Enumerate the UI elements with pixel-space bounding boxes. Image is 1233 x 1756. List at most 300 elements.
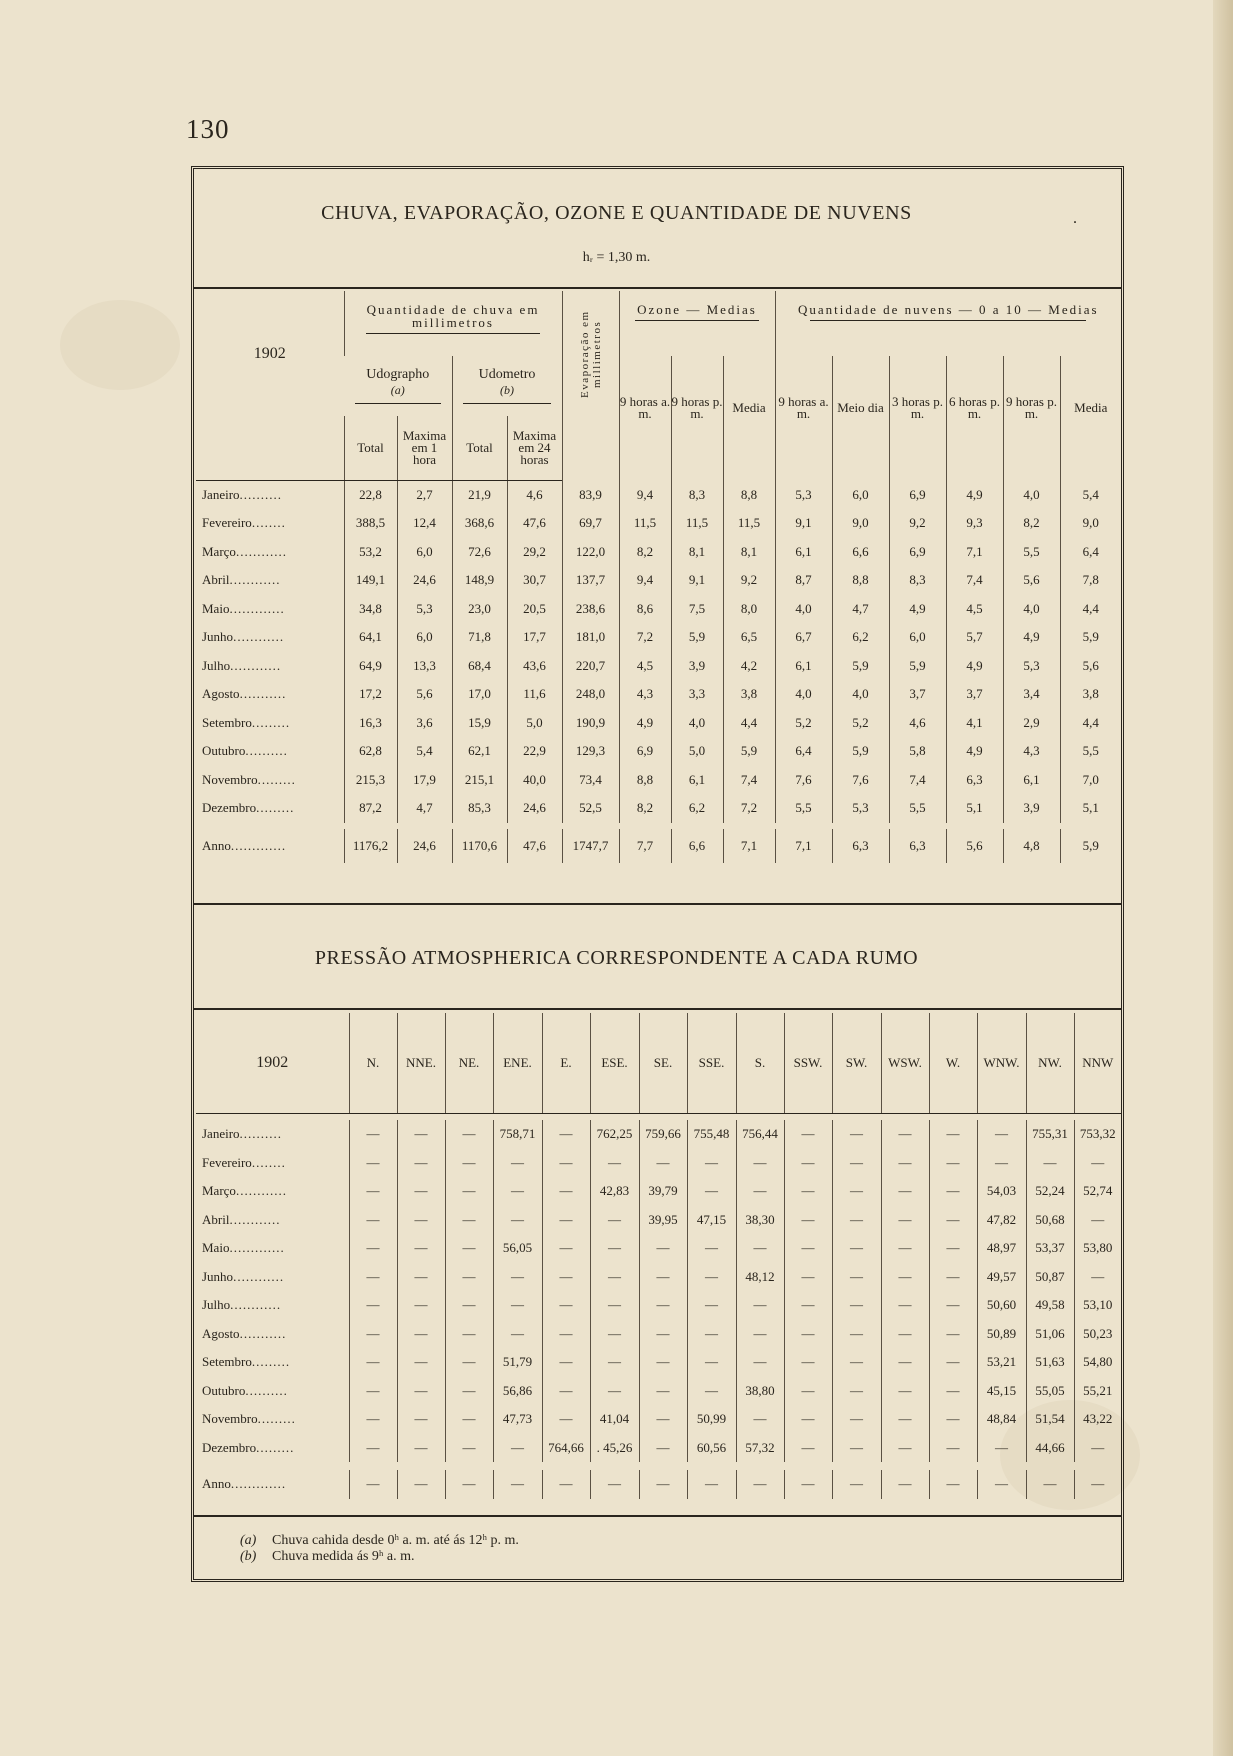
table-cell: 56,86 xyxy=(493,1377,542,1406)
table-cell: 762,25 xyxy=(590,1120,639,1149)
table-cell: 54,03 xyxy=(977,1177,1026,1206)
table-cell: 6,9 xyxy=(619,737,671,766)
evaporation-header xyxy=(562,291,619,480)
direction-header: WSW. xyxy=(881,1013,929,1114)
ozone-group-header xyxy=(619,291,775,356)
table-cell: 5,5 xyxy=(1060,737,1121,766)
table-cell: — xyxy=(929,1177,977,1206)
table-cell: — xyxy=(929,1149,977,1178)
table-cell: — xyxy=(349,1320,397,1349)
table-cell: — xyxy=(542,1149,590,1178)
pressure-table xyxy=(196,1013,1121,1499)
month-name: Dezembro xyxy=(202,1439,257,1455)
month-name: Janeiro xyxy=(202,486,240,502)
month-label xyxy=(196,1470,349,1499)
table-cell: 6,1 xyxy=(1003,766,1060,795)
table-cell: 6,3 xyxy=(832,829,889,863)
table-cell: — xyxy=(736,1470,784,1499)
table-row xyxy=(196,652,1121,681)
dot-leader: ............ xyxy=(235,543,287,559)
direction-header: NW. xyxy=(1026,1013,1074,1114)
table-cell: — xyxy=(736,1405,784,1434)
table-cell: 4,9 xyxy=(1003,623,1060,652)
direction-header: E. xyxy=(542,1013,590,1114)
table-cell: 60,56 xyxy=(687,1434,736,1463)
table-cell: 6,0 xyxy=(832,480,889,509)
brace-line xyxy=(355,403,441,406)
table-cell: — xyxy=(881,1434,929,1463)
title-mark: . xyxy=(1073,210,1077,227)
table-cell: 4,0 xyxy=(832,680,889,709)
table-cell: 238,6 xyxy=(562,595,619,624)
month-label xyxy=(196,709,344,738)
table-cell: 8,3 xyxy=(889,566,946,595)
month-label xyxy=(196,1206,349,1235)
month-label xyxy=(196,1320,349,1349)
clouds-meio-dia-header: Meio dia xyxy=(832,356,889,480)
clouds-group-label: Quantidade de nuvens — 0 a 10 — Medias xyxy=(797,302,1099,317)
table-cell: — xyxy=(736,1348,784,1377)
table-cell: 42,83 xyxy=(590,1177,639,1206)
table-cell: 5,8 xyxy=(889,737,946,766)
table-cell: 5,6 xyxy=(946,829,1003,863)
table-cell: — xyxy=(542,1263,590,1292)
table-cell: 24,6 xyxy=(397,566,452,595)
table-cell: 9,3 xyxy=(946,509,1003,538)
month-name: Maio xyxy=(202,1240,230,1256)
table-cell: 11,5 xyxy=(723,509,775,538)
table-cell: — xyxy=(445,1377,493,1406)
table-cell: — xyxy=(397,1234,445,1263)
table-cell: — xyxy=(639,1405,687,1434)
udometro-total-header: Total xyxy=(452,416,507,480)
table-cell: — xyxy=(832,1470,881,1499)
table-row xyxy=(196,709,1121,738)
month-name: Setembro xyxy=(202,714,252,730)
table-cell: 48,84 xyxy=(977,1405,1026,1434)
table-cell: 8,8 xyxy=(723,480,775,509)
footnotes xyxy=(240,1533,519,1565)
table-cell: 11,6 xyxy=(507,680,562,709)
table-cell: 29,2 xyxy=(507,538,562,567)
brace-line xyxy=(463,403,550,406)
table-cell: 5,9 xyxy=(1060,829,1121,863)
table-cell: — xyxy=(349,1177,397,1206)
month-label xyxy=(196,1120,349,1149)
table-cell: — xyxy=(832,1434,881,1463)
table-cell: 64,9 xyxy=(344,652,397,681)
table-cell: — xyxy=(397,1405,445,1434)
udographo-note: (a) xyxy=(390,382,405,397)
table-cell: — xyxy=(397,1291,445,1320)
table-cell: 8,1 xyxy=(723,538,775,567)
dot-leader: ............. xyxy=(229,600,285,616)
table-cell: — xyxy=(445,1434,493,1463)
table-cell: 72,6 xyxy=(452,538,507,567)
table-cell: — xyxy=(445,1206,493,1235)
table-cell: — xyxy=(397,1348,445,1377)
table-cell: — xyxy=(784,1120,832,1149)
table-row xyxy=(196,1234,1121,1263)
table-cell: 51,54 xyxy=(1026,1405,1074,1434)
table-cell: — xyxy=(397,1120,445,1149)
table-cell: 2,9 xyxy=(1003,709,1060,738)
dot-leader: ......... xyxy=(256,1439,295,1455)
table-cell: 5,2 xyxy=(775,709,832,738)
table-row xyxy=(196,1177,1121,1206)
table-cell: 5,9 xyxy=(723,737,775,766)
table-cell: — xyxy=(639,1434,687,1463)
month-name: Anno xyxy=(202,837,231,853)
table-cell: 15,9 xyxy=(452,709,507,738)
table-cell: — xyxy=(639,1263,687,1292)
direction-header: N. xyxy=(349,1013,397,1114)
table-cell: — xyxy=(639,1234,687,1263)
table-cell: — xyxy=(590,1206,639,1235)
table-cell: — xyxy=(832,1348,881,1377)
table-cell: — xyxy=(832,1206,881,1235)
month-label xyxy=(196,1177,349,1206)
table-cell: 1170,6 xyxy=(452,829,507,863)
month-label xyxy=(196,794,344,823)
table-cell: — xyxy=(881,1149,929,1178)
table-cell: — xyxy=(687,1149,736,1178)
table-cell: 11,5 xyxy=(619,509,671,538)
table-cell: — xyxy=(881,1177,929,1206)
table-cell: 6,2 xyxy=(832,623,889,652)
table-cell: — xyxy=(445,1348,493,1377)
table-cell: 83,9 xyxy=(562,480,619,509)
row-spacer xyxy=(196,1462,1121,1470)
table-cell: — xyxy=(397,1377,445,1406)
dot-leader: .......... xyxy=(239,1126,283,1142)
table-cell: 368,6 xyxy=(452,509,507,538)
udographo-total-header: Total xyxy=(344,416,397,480)
udometro-maxima-header: Maxima em 24 horas xyxy=(507,416,562,480)
table-cell: 5,4 xyxy=(397,737,452,766)
table-row xyxy=(196,1434,1121,1463)
table-cell: 4,9 xyxy=(946,652,1003,681)
table-cell: — xyxy=(1074,1149,1121,1178)
table-cell: 24,6 xyxy=(507,794,562,823)
month-name: Agosto xyxy=(202,1325,240,1341)
clouds-group-header xyxy=(775,291,1121,356)
table-row xyxy=(196,538,1121,567)
table-cell: — xyxy=(445,1120,493,1149)
table-cell: — xyxy=(736,1177,784,1206)
table-cell: — xyxy=(493,1263,542,1292)
table-cell: 5,6 xyxy=(1060,652,1121,681)
table-cell: 3,8 xyxy=(1060,680,1121,709)
table-cell: — xyxy=(590,1291,639,1320)
table-cell: — xyxy=(929,1434,977,1463)
table-cell: 9,0 xyxy=(832,509,889,538)
table-cell: — xyxy=(349,1405,397,1434)
table-cell: 7,2 xyxy=(723,794,775,823)
table1-subtitle: hᵣ = 1,30 m. xyxy=(582,250,651,265)
month-name: Agosto xyxy=(202,686,240,702)
clouds-9am-header: 9 horas a. m. xyxy=(775,356,832,480)
table-cell: — xyxy=(445,1234,493,1263)
dot-leader: ........... xyxy=(239,686,287,702)
table-cell: — xyxy=(784,1348,832,1377)
month-label xyxy=(196,829,344,863)
table-cell: 13,3 xyxy=(397,652,452,681)
month-name: Anno xyxy=(202,1476,231,1492)
table-cell: 6,1 xyxy=(775,652,832,681)
table-cell: 50,60 xyxy=(977,1291,1026,1320)
dot-leader: ........ xyxy=(251,515,286,531)
table-cell: 6,5 xyxy=(723,623,775,652)
table-cell: — xyxy=(349,1434,397,1463)
table-cell: — xyxy=(736,1291,784,1320)
table-cell: — xyxy=(1026,1149,1074,1178)
table-cell: 50,99 xyxy=(687,1405,736,1434)
table-cell: — xyxy=(542,1320,590,1349)
table-row xyxy=(196,1149,1121,1178)
table-cell: — xyxy=(929,1377,977,1406)
table-cell: — xyxy=(397,1434,445,1463)
table-cell: 4,9 xyxy=(946,737,1003,766)
table-cell: — xyxy=(397,1177,445,1206)
table-cell: 4,8 xyxy=(1003,829,1060,863)
direction-header: WNW. xyxy=(977,1013,1026,1114)
table-cell: — xyxy=(639,1149,687,1178)
table-cell: 23,0 xyxy=(452,595,507,624)
table-cell: 7,1 xyxy=(723,829,775,863)
direction-header: ENE. xyxy=(493,1013,542,1114)
table-cell: 6,1 xyxy=(671,766,723,795)
table-cell: — xyxy=(349,1234,397,1263)
table-cell: 54,80 xyxy=(1074,1348,1121,1377)
month-label xyxy=(196,595,344,624)
year-header: 1902 xyxy=(196,1013,349,1114)
table-cell: — xyxy=(881,1470,929,1499)
table-cell: — xyxy=(832,1263,881,1292)
table-cell: 48,12 xyxy=(736,1263,784,1292)
table-cell: 7,8 xyxy=(1060,566,1121,595)
table-cell: 47,6 xyxy=(507,829,562,863)
table-cell: 16,3 xyxy=(344,709,397,738)
clouds-3pm-header: 3 horas p. m. xyxy=(889,356,946,480)
month-label xyxy=(196,623,344,652)
table-cell: 8,3 xyxy=(671,480,723,509)
table-cell: 30,7 xyxy=(507,566,562,595)
table-cell: 85,3 xyxy=(452,794,507,823)
dot-leader: ........... xyxy=(239,1325,287,1341)
table-cell: — xyxy=(784,1234,832,1263)
table-cell: — xyxy=(687,1377,736,1406)
month-name: Junho xyxy=(202,629,234,645)
dot-leader: ............ xyxy=(229,572,281,588)
table-cell: 220,7 xyxy=(562,652,619,681)
table-cell: — xyxy=(445,1177,493,1206)
dot-leader: ......... xyxy=(257,771,296,787)
table-cell: — xyxy=(929,1291,977,1320)
dot-leader: ............. xyxy=(229,1240,285,1256)
table-cell: 9,2 xyxy=(723,566,775,595)
table-cell: 4,0 xyxy=(1003,595,1060,624)
udographo-header xyxy=(344,356,452,416)
table-cell: 62,1 xyxy=(452,737,507,766)
table-cell: — xyxy=(881,1263,929,1292)
clouds-6pm-header: 6 horas p. m. xyxy=(946,356,1003,480)
table-cell: 52,24 xyxy=(1026,1177,1074,1206)
table-cell: — xyxy=(542,1405,590,1434)
table-row xyxy=(196,1120,1121,1149)
footnote-a xyxy=(240,1533,519,1549)
table-cell: — xyxy=(349,1291,397,1320)
table-cell: 8,1 xyxy=(671,538,723,567)
table-cell: 9,0 xyxy=(1060,509,1121,538)
table-cell: 68,4 xyxy=(452,652,507,681)
direction-header: NNW xyxy=(1074,1013,1121,1114)
table-cell: 149,1 xyxy=(344,566,397,595)
table-cell: 64,1 xyxy=(344,623,397,652)
table-cell: 43,6 xyxy=(507,652,562,681)
table-cell: 49,58 xyxy=(1026,1291,1074,1320)
clouds-media-header: Media xyxy=(1060,356,1121,480)
direction-header: W. xyxy=(929,1013,977,1114)
table-cell: 3,9 xyxy=(1003,794,1060,823)
table-cell: 41,04 xyxy=(590,1405,639,1434)
table-cell: 758,71 xyxy=(493,1120,542,1149)
month-name: Novembro xyxy=(202,1411,258,1427)
footnote-key: (a) xyxy=(240,1533,257,1548)
table-cell: — xyxy=(881,1348,929,1377)
table-cell: 4,6 xyxy=(889,709,946,738)
table-cell: 47,15 xyxy=(687,1206,736,1235)
table-cell: — xyxy=(445,1263,493,1292)
table-cell: 5,9 xyxy=(832,652,889,681)
table-cell: — xyxy=(542,1206,590,1235)
table-cell: 4,5 xyxy=(946,595,1003,624)
table-cell: — xyxy=(349,1149,397,1178)
table-cell: 53,37 xyxy=(1026,1234,1074,1263)
table2-title: PRESSÃO ATMOSPHERICA CORRESPONDENTE A CADA RUMO xyxy=(314,947,919,969)
direction-header: ESE. xyxy=(590,1013,639,1114)
direction-header: NE. xyxy=(445,1013,493,1114)
table-cell: — xyxy=(784,1177,832,1206)
table-cell: — xyxy=(445,1291,493,1320)
footnote-key: (b) xyxy=(240,1549,257,1564)
table-cell: 3,4 xyxy=(1003,680,1060,709)
table-cell: 7,6 xyxy=(775,766,832,795)
table-cell: 47,82 xyxy=(977,1206,1026,1235)
table-cell: — xyxy=(929,1348,977,1377)
table-cell: 53,2 xyxy=(344,538,397,567)
table-cell: — xyxy=(784,1263,832,1292)
table-cell: 3,8 xyxy=(723,680,775,709)
table-cell: 756,44 xyxy=(736,1120,784,1149)
table-cell: 764,66 xyxy=(542,1434,590,1463)
table-cell: — xyxy=(977,1470,1026,1499)
table-cell: 5,2 xyxy=(832,709,889,738)
table-cell: 5,4 xyxy=(1060,480,1121,509)
table-cell: 4,0 xyxy=(775,680,832,709)
table-cell: 22,9 xyxy=(507,737,562,766)
table-cell: — xyxy=(493,1206,542,1235)
table-cell: 1747,7 xyxy=(562,829,619,863)
evaporation-label: Evaporação em millimetros xyxy=(578,310,603,398)
udometro-note: (b) xyxy=(500,382,514,397)
table-cell: 49,57 xyxy=(977,1263,1026,1292)
table-cell: 7,1 xyxy=(946,538,1003,567)
table-cell: — xyxy=(397,1149,445,1178)
table-row xyxy=(196,766,1121,795)
table-cell: 3,7 xyxy=(889,680,946,709)
table-cell: — xyxy=(590,1320,639,1349)
table-cell: — xyxy=(349,1348,397,1377)
table-cell: 137,7 xyxy=(562,566,619,595)
table-cell: — xyxy=(736,1234,784,1263)
table-cell: 50,23 xyxy=(1074,1320,1121,1349)
table-cell: 759,66 xyxy=(639,1120,687,1149)
table-cell: 5,3 xyxy=(397,595,452,624)
table-cell: 12,4 xyxy=(397,509,452,538)
table-cell: 6,4 xyxy=(1060,538,1121,567)
table-cell: 53,10 xyxy=(1074,1291,1121,1320)
table-row xyxy=(196,1470,1121,1499)
rule xyxy=(194,287,1121,289)
table-cell: 3,7 xyxy=(946,680,1003,709)
dot-leader: ......... xyxy=(257,1411,296,1427)
table-cell: — xyxy=(687,1348,736,1377)
table-cell: — xyxy=(784,1470,832,1499)
table-cell: — xyxy=(832,1149,881,1178)
dot-leader: .......... xyxy=(245,743,288,759)
brace-line xyxy=(810,320,1086,323)
table-cell: 24,6 xyxy=(397,829,452,863)
table-cell: 51,79 xyxy=(493,1348,542,1377)
table-cell: — xyxy=(639,1348,687,1377)
table-cell: — xyxy=(687,1263,736,1292)
table-cell: 5,9 xyxy=(889,652,946,681)
udometro-label: Udometro xyxy=(478,366,536,382)
table-cell: — xyxy=(397,1263,445,1292)
table-cell: 69,7 xyxy=(562,509,619,538)
table-cell: 9,1 xyxy=(775,509,832,538)
footnote-text: Chuva medida ás 9ʰ a. m. xyxy=(272,1549,415,1564)
table-cell: 755,31 xyxy=(1026,1120,1074,1149)
table-cell: 53,80 xyxy=(1074,1234,1121,1263)
table-cell: 122,0 xyxy=(562,538,619,567)
table-cell: — xyxy=(542,1470,590,1499)
table-cell: — xyxy=(445,1470,493,1499)
table-cell: — xyxy=(590,1234,639,1263)
clouds-9pm-header: 9 horas p. m. xyxy=(1003,356,1060,480)
month-label xyxy=(196,480,344,509)
table-cell: 6,6 xyxy=(671,829,723,863)
table-cell: 38,30 xyxy=(736,1206,784,1235)
table-cell: — xyxy=(929,1234,977,1263)
table-cell: — xyxy=(832,1291,881,1320)
table-cell: 5,7 xyxy=(946,623,1003,652)
dot-leader: ............. xyxy=(230,1476,287,1492)
table-cell: 4,1 xyxy=(946,709,1003,738)
table-cell: — xyxy=(832,1320,881,1349)
table-cell: 62,8 xyxy=(344,737,397,766)
table-cell: 71,8 xyxy=(452,623,507,652)
table-cell: — xyxy=(881,1120,929,1149)
rule xyxy=(194,1515,1121,1517)
table-cell: — xyxy=(784,1377,832,1406)
dot-leader: ............ xyxy=(233,1268,285,1284)
table-cell: 50,89 xyxy=(977,1320,1026,1349)
table-cell: 388,5 xyxy=(344,509,397,538)
table-cell: — xyxy=(590,1348,639,1377)
table-cell: 51,63 xyxy=(1026,1348,1074,1377)
